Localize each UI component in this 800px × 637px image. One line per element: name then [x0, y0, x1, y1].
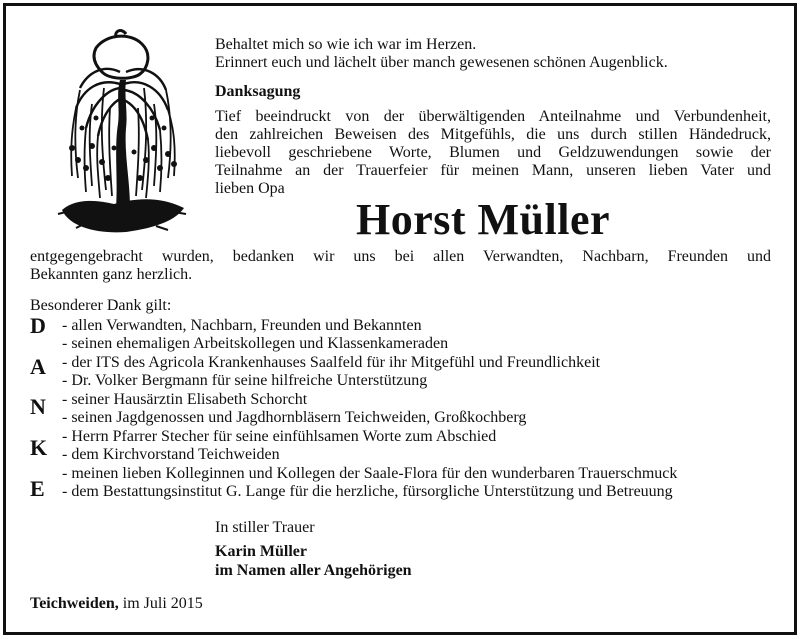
mourning-line: In stiller Trauer — [215, 519, 315, 536]
weeping-willow-icon — [56, 28, 188, 240]
danke-letter-n: N — [30, 394, 46, 419]
dank-item: - Dr. Volker Bergmann für seine hilfreiche Unterstützung — [62, 372, 428, 389]
danke-letter-a: A — [30, 354, 46, 379]
thanks-line-4: Teilnahme an der Trauerfeier für meinen Mann, unseren lieben Vater und — [215, 162, 771, 179]
danke-letter-k: K — [30, 435, 48, 460]
after-line-1: entgegengebracht wurden, bedanken wir uns bei allen Verwandten, Nachbarn, Freunden und — [30, 248, 771, 265]
place: Teichweiden, — [30, 595, 119, 612]
dank-item: - seiner Hausärztin Elisabeth Schorcht — [62, 391, 308, 408]
after-line-2: Bekannten ganz herzlich. — [30, 266, 193, 283]
dank-item: - der ITS des Agricola Krankenhauses Saalfeld für ihr Mitgefühl und Freundlichkeit — [62, 354, 601, 371]
danke-letter-d: D — [30, 313, 46, 338]
date: im Juli 2015 — [118, 595, 203, 612]
signer-name: Karin Müller — [215, 543, 307, 560]
thanks-line-5: lieben Opa — [215, 180, 285, 197]
dank-item: - allen Verwandten, Nachbarn, Freunden und Bekannten — [62, 317, 422, 334]
deceased-name: Horst Müller — [356, 195, 611, 244]
dank-item: - dem Bestattungsinstitut G. Lange für die herzliche, fürsorgliche Unterstützung und Betreuung — [62, 483, 673, 500]
thanks-line-1: Tief beeindruckt von der überwältigenden Anteilnahme und Verbundenheit, — [215, 108, 771, 125]
dank-item: - meinen lieben Kolleginnen und Kollegen der Saale-Flora für den wunderbaren Trauerschmuck — [62, 465, 678, 482]
dank-item: - seinen Jagdgenossen und Jagdhornbläsern Teichweiden, Großkochberg — [62, 409, 527, 426]
dank-item: - dem Kirchvorstand Teichweiden — [62, 446, 280, 463]
intro-line-2: Erinnert euch und lächelt über manch gewesenen schönen Augenblick. — [215, 54, 668, 71]
dank-item: - seinen ehemaligen Arbeitskollegen und Klassenkameraden — [62, 335, 449, 352]
place-date — [30, 594, 203, 613]
dank-item: - Herrn Pfarrer Stecher für seine einfühlsamen Worte zum Abschied — [62, 428, 497, 445]
special-thanks-heading: Besonderer Dank gilt: — [30, 297, 172, 314]
signer-on-behalf: im Namen aller Angehörigen — [215, 562, 412, 579]
section-heading: Danksagung — [215, 83, 301, 100]
thanks-line-2: den zahlreichen Beweisen des Mitgefühls, die uns durch stillen Händedruck, — [215, 126, 771, 143]
intro-line-1: Behaltet mich so wie ich war im Herzen. — [215, 36, 477, 53]
thanks-line-3: liebevoll geschriebene Worte, Blumen und Geldzuwendungen sowie der — [215, 144, 771, 161]
danke-letter-e: E — [30, 476, 45, 501]
